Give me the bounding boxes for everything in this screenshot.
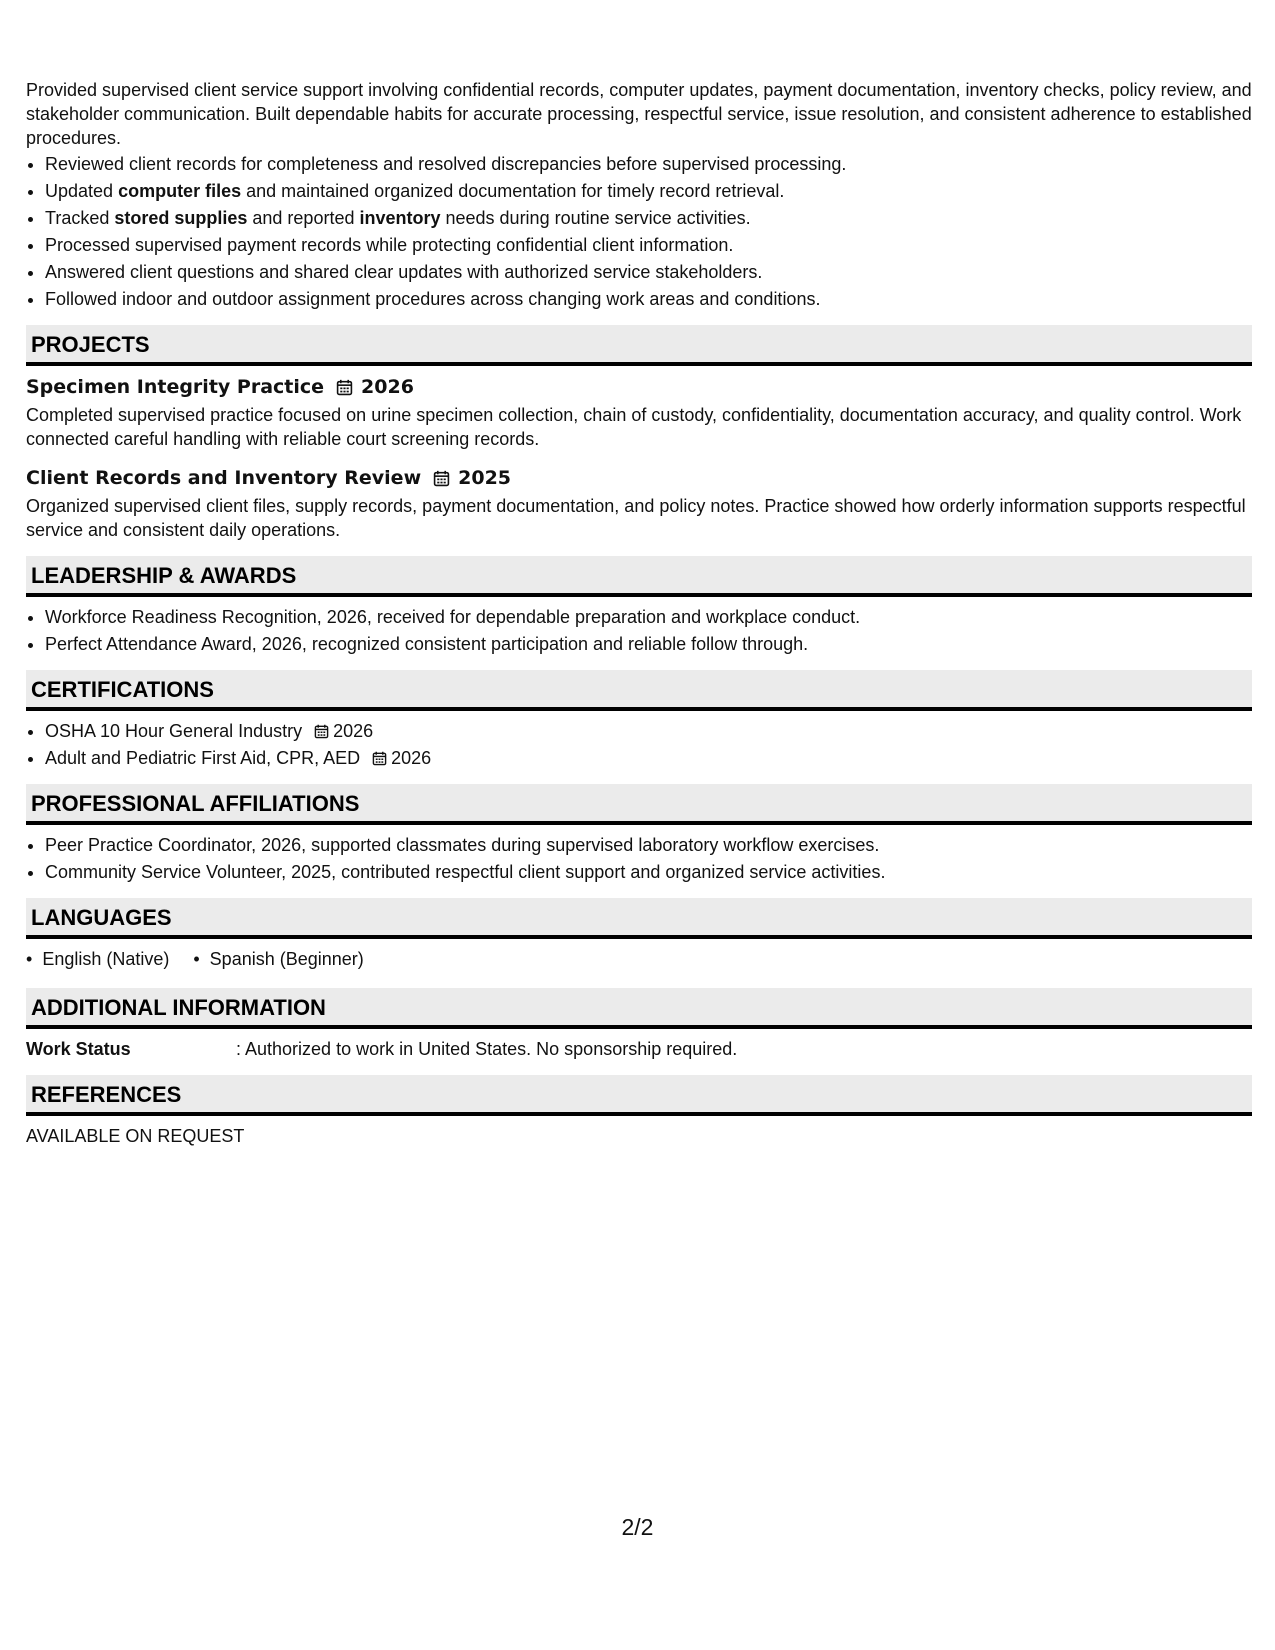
experience-summary: Provided supervised client service support involving confidential records, computer updates, payment documentation, inventory checks, policy review, and stakeholder communication. Built dependable habits for accurate processing, respectful service, issue resolution, and consistent adherence to established procedures. <box>26 80 1252 148</box>
project-title-row <box>26 465 1252 491</box>
list-item: • Workforce Readiness Recognition, 2026, received for dependable preparation and workplace conduct. <box>45 605 1252 629</box>
project-year: 2025 <box>458 467 512 489</box>
section-heading-references: REFERENCES <box>26 1075 1252 1116</box>
list-item <box>45 152 1252 176</box>
projects-list <box>26 374 1252 542</box>
bullet-text: Updated <box>45 181 119 201</box>
languages-list <box>26 947 1252 974</box>
resume-page <box>26 78 1252 1148</box>
list-item <box>45 206 1252 230</box>
work-status-row <box>26 1037 1252 1061</box>
references-text: AVAILABLE ON REQUEST <box>26 1126 245 1146</box>
list-item <box>45 260 1252 284</box>
certification-name: • Adult and Pediatric First Aid, CPR, AED <box>45 748 361 768</box>
bullet-text: Followed indoor and outdoor assignment procedures across changing work areas and conditions. <box>45 289 821 309</box>
project-title: Specimen Integrity Practice <box>26 376 325 398</box>
bullet-bold-text: computer files <box>118 181 242 201</box>
project-year: 2026 <box>361 376 414 398</box>
list-item: • Community Service Volunteer, 2025, contributed respectful client support and organized service activities. <box>45 860 1252 884</box>
bullet-text: Tracked <box>45 208 115 228</box>
project-title: Client Records and Inventory Review <box>26 467 422 489</box>
page-number: 2/2 <box>621 1514 654 1540</box>
list-item <box>45 179 1252 203</box>
certification-name: • OSHA 10 Hour General Industry <box>45 721 303 741</box>
work-status-value: : Authorized to work in United States. No sponsorship required. <box>236 1039 738 1059</box>
work-status-label: Work Status <box>26 1039 131 1059</box>
section-heading-certifications: CERTIFICATIONS <box>26 670 1252 711</box>
language-item: • English (Native) <box>26 947 169 971</box>
list-item: • Peer Practice Coordinator, 2026, supported classmates during supervised laboratory workflow exercises. <box>45 833 1252 857</box>
calendar-icon <box>336 379 353 396</box>
list-item: • Perfect Attendance Award, 2026, recognized consistent participation and reliable follow through. <box>45 632 1252 656</box>
affiliations-list <box>26 833 1252 884</box>
project-description: Organized supervised client files, supply records, payment documentation, and policy notes. Practice showed how orderly information supports respectful service and consistent daily operations. <box>26 496 1246 540</box>
section-heading-additional-info: ADDITIONAL INFORMATION <box>26 988 1252 1029</box>
experience-bullets <box>26 152 1252 311</box>
bullet-text: needs during routine service activities. <box>440 208 751 228</box>
calendar-icon <box>372 751 387 766</box>
bullet-text: and maintained organized documentation for timely record retrieval. <box>241 181 785 201</box>
project-title-row <box>26 374 1252 400</box>
calendar-icon <box>314 724 329 739</box>
list-item <box>45 746 1252 770</box>
bullet-bold-text: stored supplies <box>114 208 248 228</box>
project-description: Completed supervised practice focused on urine specimen collection, chain of custody, confidentiality, documentation accuracy, and quality control. Work connected careful handling with reliable court screening records. <box>26 405 1242 449</box>
list-item <box>45 233 1252 257</box>
bullet-bold-text: inventory <box>359 208 441 228</box>
bullet-text: and reported <box>247 208 360 228</box>
list-item <box>45 719 1252 743</box>
section-heading-projects: PROJECTS <box>26 325 1252 366</box>
certifications-list <box>26 719 1252 770</box>
language-item: • Spanish (Beginner) <box>193 947 363 971</box>
calendar-icon <box>433 470 450 487</box>
section-heading-languages: LANGUAGES <box>26 898 1252 939</box>
certification-year: 2026 <box>333 721 374 741</box>
section-heading-awards: LEADERSHIP & AWARDS <box>26 556 1252 597</box>
bullet-text: Answered client questions and shared clear updates with authorized service stakeholders. <box>45 262 763 282</box>
bullet-text: Reviewed client records for completeness and resolved discrepancies before supervised processing. <box>45 154 847 174</box>
certification-year: 2026 <box>391 748 432 768</box>
list-item <box>45 287 1252 311</box>
section-heading-affiliations: PROFESSIONAL AFFILIATIONS <box>26 784 1252 825</box>
awards-list <box>26 605 1252 656</box>
bullet-text: Processed supervised payment records while protecting confidential client information. <box>45 235 734 255</box>
